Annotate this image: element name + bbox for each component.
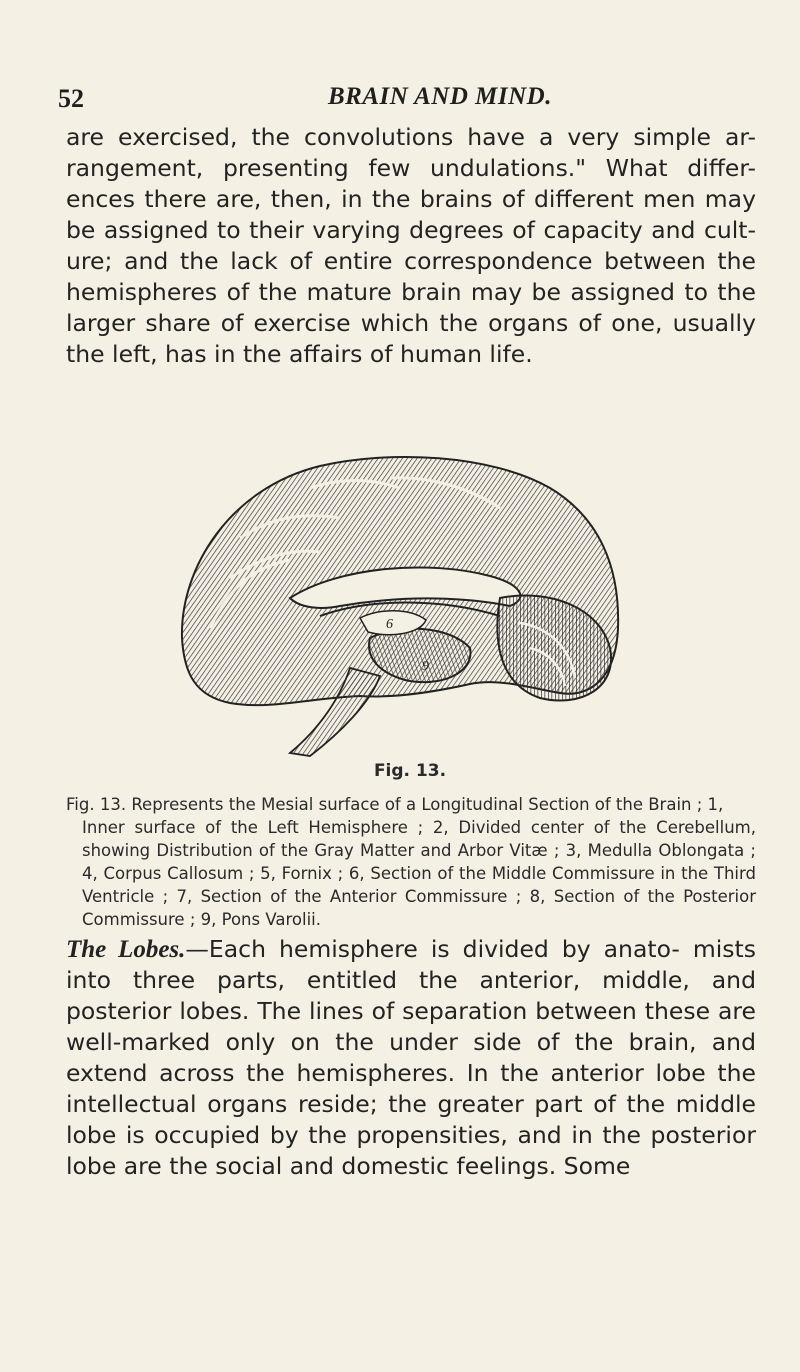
running-head: BRAIN AND MIND. xyxy=(328,83,552,110)
paragraph-2-text: —Each hemisphere is divided by anato- mists into three parts, entitled the anterior, middle, and posterior lobes. The lines of separation between these are well-marked only on the under side of the brain, and extend across the hemispheres. In the anterior lobe the intellectual organs reside; the greater part of the middle lobe is occupied by the propensities, and in the posterior lobe are the social and domestic feelings. Some xyxy=(66,935,756,1180)
brain-illustration-svg xyxy=(170,448,630,758)
caption-body: Inner surface of the Left Hemisphere ; 2, Divided center of the Cerebellum, showing Distribution of the Gray Matter and Arbor Vitæ ; 3, Medulla Oblongata ; 4, Corpus Callosum ; 5, Fornix ; 6, Section of the Middle Commissure in the Third Ventricle ; 7, Section of the Anterior Commissure ; 8, Section of the Posterior Commissure ; 9, Pons Varolii. xyxy=(82,818,756,929)
section-heading-lobes: The Lobes. xyxy=(66,936,186,963)
callout-9: 9 xyxy=(422,659,429,674)
caption-head: Fig. 13. Represents the Mesial surface of a Longitudinal Section of the Brain ; 1, xyxy=(66,795,724,814)
figure-label: Fig. 13. xyxy=(373,761,447,781)
paragraph-1: are exercised, the convolutions have a very simple ar- rangement, presenting few undulations." What differ- ences there are, then, in the brains of different men may be assigned to their varying degrees of capacity and cult- ure; and the lack of entire correspondence between the hemispheres of the mature brain may be assigned to the larger share of exercise which the organs of one, usually the left, has in the affairs of human life. xyxy=(66,123,756,368)
paragraph-2 xyxy=(66,934,756,1274)
brain-section-illustration xyxy=(170,448,630,758)
callout-6: 6 xyxy=(386,617,393,632)
page-number: 52 xyxy=(58,84,84,113)
figure-caption xyxy=(66,793,756,931)
